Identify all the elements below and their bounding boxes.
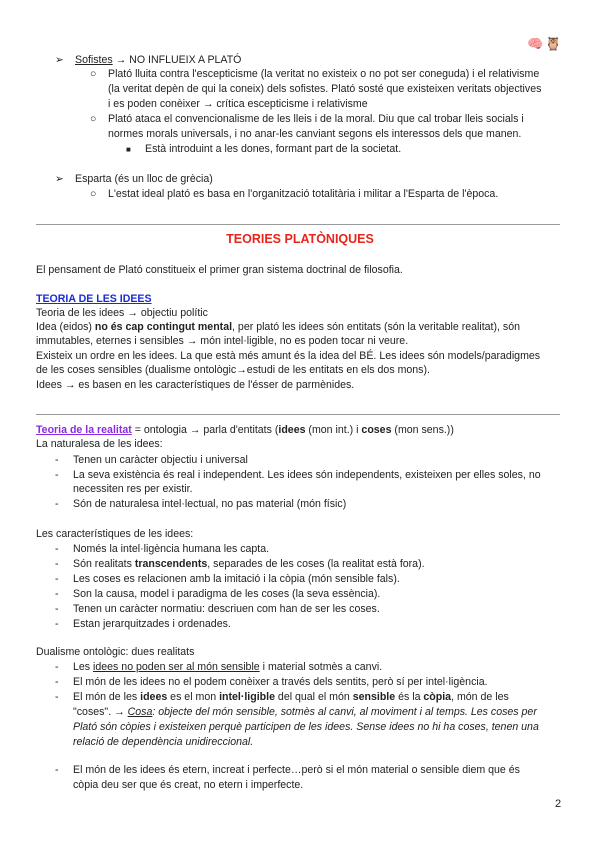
nat-item: Són de naturalesa intel·lectual, no pas material (món físic): [73, 498, 347, 510]
c2a: Són realitats: [73, 558, 135, 570]
bullet-dash: -: [55, 558, 59, 570]
sofistes-sub: Està introduint a les dones, formant part de la societat.: [145, 143, 402, 155]
bullet-dash: -: [55, 661, 59, 673]
d3c: es el mon: [167, 691, 220, 703]
bullet-dash: -: [55, 603, 59, 615]
sofistes-heading: [75, 54, 241, 67]
d3f: sensible: [352, 691, 396, 703]
nat-item: La seva existència és real i independent. Les idees són independents, existeixen per elles soles, no: [73, 469, 541, 481]
d1c: i material sotmès a canvi.: [259, 661, 383, 673]
caract-item: [73, 558, 425, 571]
dualisme-item: [73, 691, 509, 704]
bullet-dash: -: [55, 764, 59, 776]
caract-title: Les característiques de les idees:: [36, 528, 194, 540]
dualisme-title: Dualisme ontològic: dues realitats: [36, 646, 195, 658]
sofistes-term: Sofistes: [75, 54, 113, 66]
d1a: Les: [73, 661, 94, 673]
bullet-dash: -: [55, 588, 59, 600]
bullet-dash: -: [55, 498, 59, 510]
idees-l3: immutables, eternes i sensibles → món intel·ligible, no es poden tocar ni veure.: [36, 335, 409, 347]
dualisme-item-cont: Plató són còpies i existeixen perquè participen de les idees. Sense idees no hi ha coses, tenen una: [73, 721, 539, 733]
caract-item: Estan jerarquitzades i ordenades.: [73, 618, 231, 630]
bullet-dash: -: [55, 691, 59, 703]
bullet-arrow: ➢: [55, 54, 64, 66]
esparta-title: Esparta (és un lloc de grècia): [75, 173, 213, 185]
caract-item: Tenen un caràcter normatiu: descriuen com han de ser les coses.: [73, 603, 380, 615]
bullet-dash: -: [55, 469, 59, 481]
dualisme-item-cont: [73, 706, 537, 719]
idees-l1: Teoria de les idees → objectiu polític: [36, 307, 208, 319]
sofistes-p2-line: normes morals universals, i no anar-les canviant segons els interessos dels que manen.: [108, 128, 522, 140]
nat-item: Tenen un caràcter objectiu i universal: [73, 454, 248, 466]
bullet-dash: -: [55, 676, 59, 688]
bullet-square: ■: [126, 145, 131, 154]
dualisme-item-cont: relació de dependència unidireccional.: [73, 736, 254, 748]
d3h: còpia: [423, 691, 452, 703]
esparta-p1: L'estat ideal plató es basa en l'organització totalitària i militar a l'Esparta de l'època.: [108, 188, 499, 200]
dualisme-item: [73, 661, 382, 674]
d4a: "coses". →: [73, 706, 128, 718]
page-number: 2: [555, 798, 562, 810]
dualisme-item: El món de les idees és etern, increat i perfecte…però si el món material o sensible diem que és: [73, 764, 520, 776]
idees-heading: TEORIA DE LES IDEES: [36, 293, 152, 305]
bullet-dash: -: [55, 618, 59, 630]
brain-emoji: 🧠: [527, 36, 544, 51]
caract-item: Només la intel·ligència humana les capta.: [73, 543, 270, 555]
dualisme-item: El món de les idees no el podem conèixer a través dels sentits, però sí per intel·ligència.: [73, 676, 488, 688]
nat-item: necessiten res per existir.: [73, 483, 193, 495]
realitat-heading: Teoria de la realitat: [36, 424, 132, 436]
realitat-t3: (mon int.) i: [305, 424, 362, 436]
d3e: del qual el món: [274, 691, 353, 703]
sofistes-p2-line: Plató ataca el convencionalisme de les lleis i de la moral. Diu que cal trobar lleis socials i: [108, 113, 524, 125]
bullet-arrow: ➢: [55, 173, 64, 185]
idees-l2a: Idea (eidos): [36, 321, 95, 333]
bullet-dash: -: [55, 543, 59, 555]
realitat-t4: coses: [361, 424, 392, 436]
d3g: és la: [395, 691, 424, 703]
d4b: Cosa: [127, 706, 153, 718]
teories-title: TEORIES PLATÒNIQUES: [226, 232, 374, 246]
bullet-dash: -: [55, 573, 59, 585]
d4c: : objecte del món sensible, sotmès al canvi, al moviment i al temps. Les coses per: [152, 706, 537, 718]
realitat-t1: = ontologia → parla d'entitats (: [131, 424, 279, 436]
d3b: idees: [140, 691, 168, 703]
d3a: El món de les: [73, 691, 141, 703]
idees-l6: Idees → es basen en les característiques de l'ésser de parmènides.: [36, 379, 355, 391]
realitat-title-line: [36, 424, 454, 437]
bullet-circle: ○: [90, 113, 97, 125]
sofistes-title-rest: → NO INFLUEIX A PLATÓ: [112, 54, 242, 66]
bullet-circle: ○: [90, 68, 97, 80]
d1b: idees no poden ser al món sensible: [93, 661, 260, 673]
sofistes-p1-line: Plató lluita contra l'escepticisme (la veritat no existeix o no pot ser coneguda) i el relativisme: [108, 68, 540, 80]
idees-l2b: no és cap contingut mental: [94, 321, 233, 333]
d3d: intel·ligible: [219, 691, 275, 703]
d3i: , món de les: [451, 691, 509, 703]
bullet-circle: ○: [90, 188, 97, 200]
c2c: , separades de les coses (la realitat està fora).: [207, 558, 425, 570]
c2b: transcendents: [134, 558, 208, 570]
naturalesa-title: La naturalesa de les idees:: [36, 438, 163, 450]
teories-intro: El pensament de Plató constitueix el primer gran sistema doctrinal de filosofia.: [36, 264, 403, 276]
divider: [36, 414, 560, 415]
idees-l2: [36, 321, 520, 334]
realitat-t2: idees: [278, 424, 306, 436]
caract-item: Son la causa, model i paradigma de les coses (la seva essència).: [73, 588, 381, 600]
dualisme-item: còpia deu ser que és creat, no etern i imperfecte.: [73, 779, 304, 791]
bullet-dash: -: [55, 454, 59, 466]
divider: [36, 224, 560, 225]
sofistes-p1-line: (la veritat depèn de qui la coneix) dels sofistes. Plató sosté que existeixen veritats objectives: [108, 83, 542, 95]
idees-l5: de les coses sensibles (dualisme ontològic→estudi de les entitats en els dos mons).: [36, 364, 430, 376]
sofistes-p1-line: i es poden conèixer → crítica escepticisme i relativisme: [108, 98, 368, 110]
idees-l4: Existeix un ordre en les idees. La que està més amunt és la idea del BÉ. Les idees són models/paradigmes: [36, 350, 541, 362]
owl-emoji: 🦉: [545, 36, 562, 51]
idees-l2c: , per plató les idees són entitats (són la veritable realitat), són: [232, 321, 520, 333]
caract-item: Les coses es relacionen amb la imitació i la còpia (món sensible fals).: [73, 573, 400, 585]
realitat-t5: (mon sens.)): [391, 424, 454, 436]
